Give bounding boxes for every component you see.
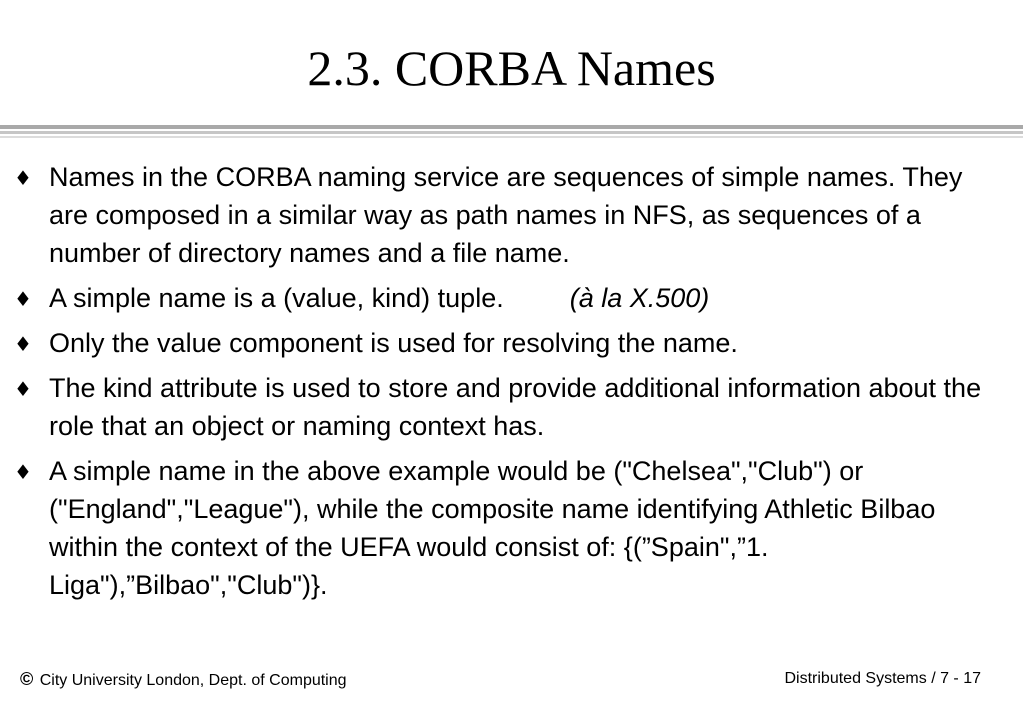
title-divider-middle [0, 131, 1023, 134]
diamond-bullet-icon: ♦ [14, 332, 32, 356]
bullet-text: The kind attribute is used to store and provide additional information about the role that an object or naming context has. [49, 373, 982, 441]
footer-page-reference: Distributed Systems / 7 - 17 [784, 670, 981, 687]
bullet-list [0, 158, 1000, 611]
diamond-bullet-icon: ♦ [14, 287, 32, 311]
bullet-item [0, 324, 1000, 362]
diamond-bullet-icon: ♦ [14, 377, 32, 401]
bullet-text: Only the value component is used for resolving the name. [49, 328, 738, 358]
copyright-icon: © [20, 669, 34, 689]
diamond-bullet-icon: ♦ [14, 166, 32, 190]
bullet-item [0, 279, 1000, 317]
slide-title: 2.3. CORBA Names [307, 40, 716, 96]
title-divider-bottom [0, 136, 1023, 138]
diamond-bullet-icon: ♦ [14, 460, 32, 484]
bullet-item [0, 369, 1000, 445]
title-divider-top [0, 125, 1023, 129]
bullet-item [0, 452, 1000, 604]
bullet-text: A simple name in the above example would be ("Chelsea","Club") or ("England","League"), while the composite name identifying Athletic Bilbao within the context of the UEFA would consist of: {(”Spain",”1. Liga"),”Bilbao","Club")}. [49, 456, 936, 600]
footer-copyright [20, 669, 347, 691]
bullet-item [0, 158, 1000, 272]
bullet-text: Names in the CORBA naming service are sequences of simple names. They are composed in a similar way as path names in NFS, as sequences of a number of directory names and a file name. [49, 162, 963, 268]
bullet-text: A simple name is a (value, kind) tuple. [49, 283, 504, 313]
footer-organization: City University London, Dept. of Computing [39, 672, 347, 689]
bullet-note: (à la X.500) [569, 283, 710, 313]
